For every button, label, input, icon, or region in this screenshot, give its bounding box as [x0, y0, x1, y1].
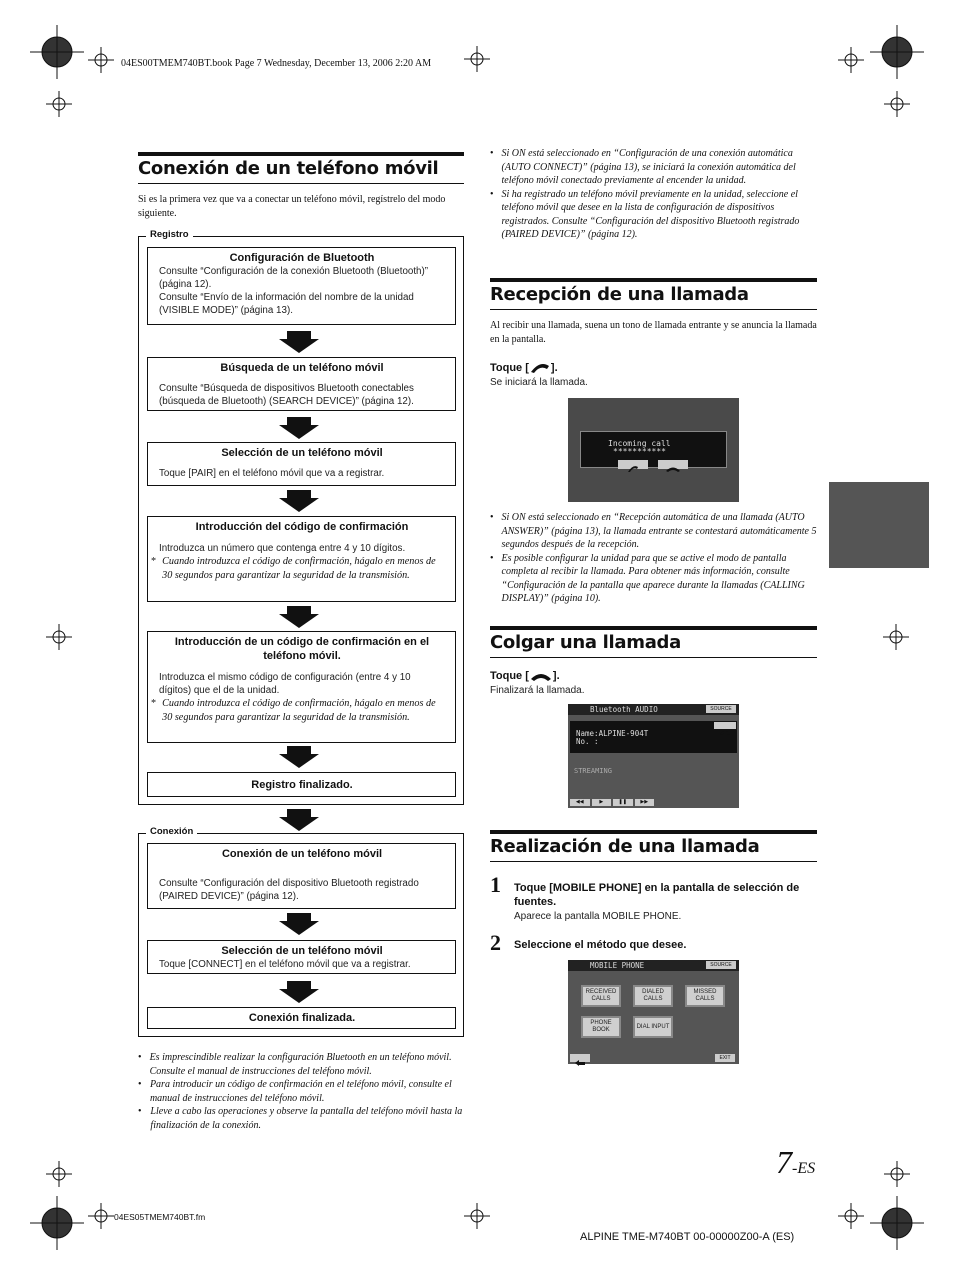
colgar-toque [490, 670, 560, 682]
phone-answer-icon [529, 362, 551, 374]
list-item: Es imprescindible realizar la configuración Bluetooth en un teléfono móvil. Consulte el manual de instrucciones del teléfono móvil. [149, 1052, 452, 1077]
step-title: Registro finalizado. [251, 779, 353, 791]
step-desc: Consulte “Configuración de la conexión Bluetooth (Bluetooth)” (página 12). Consulte “Envío de la información del nombre de la unidad (VISIBLE MODE)” (página 13). [159, 266, 429, 316]
bullet: • [490, 188, 494, 200]
step-note: Cuando introduzca el código de confirmación, hágalo en menos de 30 segundos para garantizar la seguridad de la transmisión. [162, 556, 436, 581]
page-number [776, 1144, 815, 1181]
prev-icon[interactable]: ◀◀ [570, 799, 590, 806]
track-info [570, 721, 737, 753]
down-arrow-icon [279, 490, 319, 512]
section-title-realizacion: Realización de una llamada [490, 830, 817, 862]
step-text-2: Seleccione el método que desee. [514, 939, 687, 951]
intro-text: Si es la primera vez que va a conectar un teléfono móvil, regístrelo del modo siguiente. [138, 194, 446, 219]
answer-button[interactable] [618, 460, 648, 469]
note-star: * [151, 556, 157, 567]
step-registro-finalizado [147, 772, 456, 797]
recepcion-result: Se iniciará la llamada. [490, 377, 588, 388]
phone-hangup-icon [658, 464, 688, 473]
note-star: * [151, 698, 157, 709]
bullet: • [138, 1052, 142, 1063]
step-conexion-finalizada [147, 1007, 456, 1029]
step-title: Conexión finalizada. [248, 1012, 356, 1024]
down-arrow-icon [279, 809, 319, 831]
screen-title: Bluetooth AUDIO [590, 705, 658, 714]
left-bullet-list [138, 1051, 464, 1132]
step-sub-1: Aparece la pantalla MOBILE PHONE. [514, 911, 682, 922]
down-arrow-icon [279, 981, 319, 1003]
step-codigo [147, 516, 456, 602]
down-arrow-icon [279, 331, 319, 353]
list-item: Es posible configurar la unidad para que se active el modo de pantalla completa al recibir la llamada. Para obtener más información, consulte “Configuración de la pantalla que aparece durante la llamadas (CALLING DISPLAY)” (página 10). [501, 552, 805, 604]
step-title: Configuración de Bluetooth [229, 252, 375, 264]
hangup-button[interactable] [714, 722, 736, 729]
step-desc: Consulte “Configuración del dispositivo Bluetooth registrado (PAIRED DEVICE)” (página 12). [159, 878, 419, 902]
screen-title-bar [568, 960, 739, 971]
back-button[interactable] [570, 1054, 590, 1062]
step-number-2: 2 [490, 930, 501, 955]
step-seleccion [147, 442, 456, 486]
list-item: Para introducir un código de confirmación en el teléfono móvil, consulte el manual de instrucciones del teléfono móvil. [149, 1079, 452, 1104]
dialed-calls-button[interactable]: DIALED CALLS [633, 985, 673, 1007]
down-arrow-icon [279, 913, 319, 935]
crosshair-mark [30, 25, 84, 79]
recepcion-intro: Al recibir una llamada, suena un tono de llamada entrante y se anuncia la llamada en la pantalla. [490, 320, 817, 345]
bullet: • [138, 1106, 142, 1117]
step-desc: Consulte “Búsqueda de dispositivos Bluetooth conectables (búsqueda de Bluetooth) (SEARCH DEVICE)” (página 12). [159, 383, 414, 407]
exit-button[interactable]: EXIT [715, 1054, 735, 1062]
down-arrow-icon [279, 417, 319, 439]
list-item: Si ON está seleccionado en “Configuración de una conexión automática (AUTO CONNECT)” (página 13), se iniciará la conexión automática del teléfono móvil conectado previamente al encender la unidad. [501, 148, 796, 186]
step-desc: Introduzca el mismo código de configuración (entre 4 y 10 dígitos) que el de la unidad. [159, 672, 411, 696]
device-name: Name:ALPINE-904T [576, 729, 649, 738]
dial-input-button[interactable]: DIAL INPUT [633, 1016, 673, 1038]
step-config-bluetooth [147, 247, 456, 325]
step-title: Búsqueda de un teléfono móvil [220, 362, 384, 374]
incoming-call-text: Incoming call [608, 439, 671, 448]
footer-file: 04ES05TMEM740BT.fm [114, 1212, 206, 1222]
step-text-1: Toque [MOBILE PHONE] en la pantalla de selección de fuentes. [514, 882, 800, 908]
registro-label: Registro [146, 229, 193, 240]
footer-model: ALPINE TME-M740BT 00-00000Z00-A (ES) [580, 1231, 795, 1243]
step-conexion-movil [147, 843, 456, 909]
step-desc: Introduzca un número que contenga entre 4 y 10 dígitos. [159, 543, 406, 554]
recepcion-bullets [490, 511, 817, 606]
section-title-colgar: Colgar una llamada [490, 626, 817, 658]
caller-number: *********** [613, 447, 666, 456]
step-seleccion-conexion [147, 940, 456, 974]
step-title: Selección de un teléfono móvil [221, 447, 383, 459]
device-no: No. : [576, 737, 599, 746]
step-title: Conexión de un teléfono móvil [221, 848, 383, 860]
section-title-recepcion: Recepción de una llamada [490, 278, 817, 310]
step-title: Introducción de un código de confirmación en el teléfono móvil. [174, 636, 430, 662]
step-title: Introducción del código de confirmación [195, 521, 409, 533]
phone-hangup-icon [714, 728, 736, 735]
missed-calls-button[interactable]: MISSED CALLS [685, 985, 725, 1007]
bluetooth-audio-screen [568, 704, 739, 808]
received-calls-button[interactable]: RECEIVED CALLS [581, 985, 621, 1007]
incoming-call-screen [568, 398, 739, 502]
list-item: Si ON está seleccionado en “Recepción automática de una llamada (AUTO ANSWER)” (página 13), la llamada entrante se contestará automáticamente 5 segundos después de la recepción. [501, 512, 817, 550]
step-busqueda [147, 357, 456, 411]
down-arrow-icon [279, 606, 319, 628]
step-desc: Toque [CONNECT] en el teléfono móvil que va a registrar. [159, 959, 411, 970]
page-suffix: -ES [792, 1160, 816, 1177]
file-info: 04ES00TMEM740BT.book Page 7 Wednesday, December 13, 2006 2:20 AM [121, 58, 432, 69]
phone-book-button[interactable]: PHONE BOOK [581, 1016, 621, 1038]
section-tab [829, 482, 929, 568]
step-note: Cuando introduzca el código de confirmación, hágalo en menos de 30 segundos para garantizar la seguridad de la transmisión. [162, 698, 436, 723]
phone-answer-icon [618, 464, 648, 473]
down-arrow-icon [279, 746, 319, 768]
list-item: Si ha registrado un teléfono móvil previamente en la unidad, seleccione el teléfono móvil que desee en la lista de configuración de dispositivos registrados. Consulte “Configuración del dispositivo Bluetooth registrado (PAIRED DEVICE)” (página 12). [501, 188, 800, 240]
toque-end: ]. [550, 362, 558, 374]
list-item: Lleve a cabo las operaciones y observe la pantalla del teléfono móvil hasta la finalización de la conexión. [150, 1106, 463, 1131]
next-icon[interactable]: ▶▶ [635, 799, 655, 806]
phone-hangup-icon [529, 670, 553, 682]
toque-label: Toque [ [490, 670, 529, 682]
bullet: • [490, 148, 494, 159]
colgar-result: Finalizará la llamada. [490, 685, 585, 696]
step-number-1: 1 [490, 872, 501, 897]
screen-title-bar [568, 704, 739, 715]
source-button[interactable]: SOURCE [706, 961, 736, 969]
section-title-conexion: Conexión de un teléfono móvil [138, 152, 464, 184]
reject-button[interactable] [658, 460, 688, 469]
toque-end: ]. [552, 670, 560, 682]
bullet: • [490, 552, 494, 564]
screen-title: MOBILE PHONE [590, 961, 645, 970]
bullet: • [138, 1079, 142, 1090]
step-desc: Toque [PAIR] en el teléfono móvil que va a registrar. [159, 468, 385, 479]
mobile-phone-screen [568, 960, 739, 1064]
transport-controls [570, 799, 654, 806]
streaming-status: STREAMING [574, 767, 612, 775]
step-codigo-movil [147, 631, 456, 743]
recepcion-toque [490, 362, 558, 374]
pause-icon[interactable]: ❚❚ [613, 799, 633, 806]
play-icon[interactable]: ▶ [592, 799, 612, 806]
incoming-call-dialog [580, 431, 727, 468]
page-num: 7 [776, 1144, 792, 1180]
conexion-label: Conexión [146, 826, 197, 837]
right-top-bullets [490, 147, 817, 242]
toque-label: Toque [ [490, 362, 529, 374]
bullet: • [490, 512, 494, 523]
step-title: Selección de un teléfono móvil [221, 945, 383, 957]
source-button[interactable]: SOURCE [706, 705, 736, 713]
back-arrow-icon [570, 1059, 590, 1067]
